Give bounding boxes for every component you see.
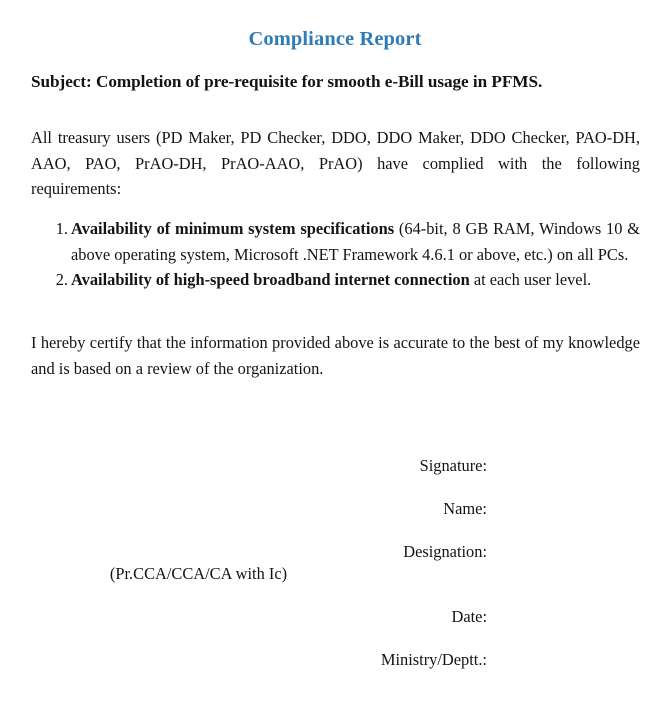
spacer (0, 477, 670, 498)
list-item-rest-text: (64-bit, 8 GB RAM, Windows 10 & above operating system, Microsoft .NET Framework 4.6.1 or above, etc.) on all PCs. (71, 219, 640, 264)
ministry-label: Ministry/Deptt.: (380, 650, 487, 669)
intro-paragraph: All treasury users (PD Maker, PD Checker, DDO, DDO Maker, DDO Checker, PAO-DH, AAO, PAO, PrAO-DH, PrAO-AAO, PrAO) have complied with the following requirements: (31, 128, 640, 198)
certification-paragraph: I hereby certify that the information provided above is accurate to the best of my knowledge and is based on a review of the organization. (31, 333, 640, 378)
date-label: Date: (451, 607, 487, 626)
subject-line: Subject: Completion of pre-requisite for smooth e-Bill usage in PFMS. (31, 72, 543, 91)
spacer (0, 585, 670, 606)
name-label: Name: (443, 499, 487, 518)
list-item-bold-text: Availability of minimum system specifications (71, 219, 395, 238)
list-item-rest-text: at each user level. (469, 270, 592, 289)
list-item (31, 216, 640, 267)
list-item-bold-text: Availability of high-speed broadband internet connection (71, 270, 470, 289)
signature-block (0, 455, 670, 671)
list-item-number: 1. (55, 219, 68, 238)
page-title: Compliance Report (248, 28, 422, 50)
spacer (0, 520, 670, 541)
requirements-list (31, 216, 640, 293)
designation-label: Designation: (403, 542, 487, 561)
list-item (31, 267, 640, 293)
designation-note: (Pr.CCA/CCA/CA with Ic) (109, 564, 288, 583)
spacer (0, 628, 670, 649)
list-item-number: 2. (55, 270, 68, 289)
signature-label: Signature: (419, 456, 487, 475)
